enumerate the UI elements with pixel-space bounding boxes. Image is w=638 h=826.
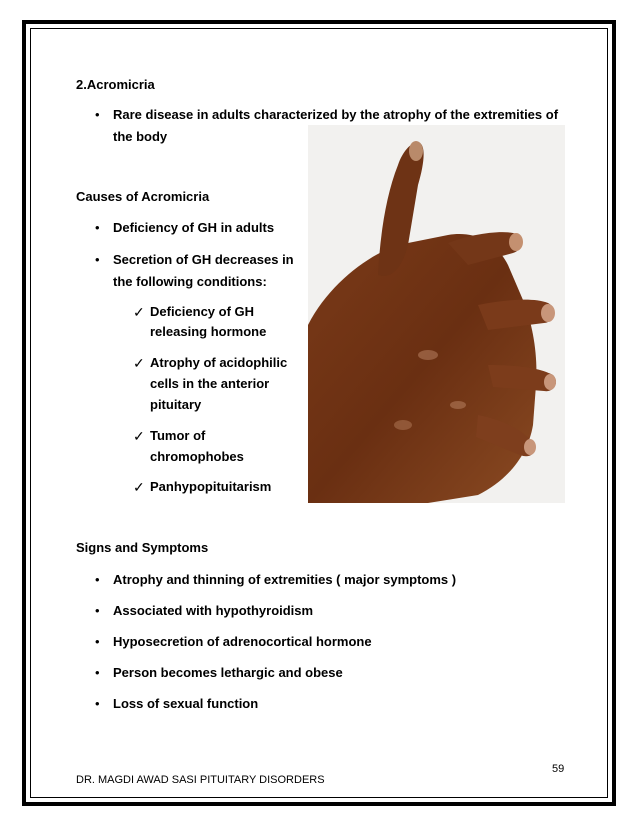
sub-item-3-line-2: chromophobes (150, 449, 244, 464)
bullet-glyph: • (95, 634, 100, 649)
bullet-glyph: • (95, 252, 100, 267)
bullet-glyph: • (95, 603, 100, 618)
sub-item-4-line-1: Panhypopituitarism (150, 479, 272, 494)
cause-item-2-line-2: the following conditions: (113, 274, 267, 289)
page-number: 59 (552, 763, 565, 775)
checkmark-icon: ✓ (133, 355, 145, 371)
footer-text: DR. MAGDI AWAD SASI PITUITARY DISORDERS (76, 774, 325, 786)
checkmark-icon: ✓ (133, 304, 145, 320)
sign-item: Atrophy and thinning of extremities ( major symptoms ) (113, 572, 457, 587)
sign-item: Person becomes lethargic and obese (113, 665, 343, 680)
sign-item: Loss of sexual function (113, 696, 259, 711)
bullet-glyph: • (95, 220, 100, 235)
sub-item-2-line-3: pituitary (150, 397, 202, 412)
section-heading: 2.Acromicria (76, 77, 155, 92)
bullet-glyph: • (95, 696, 100, 711)
sub-item-1-line-2: releasing hormone (150, 324, 267, 339)
cause-item-1: Deficiency of GH in adults (113, 220, 275, 235)
bullet-glyph: • (95, 107, 100, 122)
signs-heading: Signs and Symptoms (76, 540, 209, 555)
bullet-glyph: • (95, 665, 100, 680)
intro-line-2: the body (113, 129, 168, 144)
sub-item-1-line-1: Deficiency of GH (150, 304, 255, 319)
sub-item-2-line-1: Atrophy of acidophilic (150, 355, 288, 370)
checkmark-icon: ✓ (133, 428, 145, 444)
bullet-glyph: • (95, 572, 100, 587)
cause-item-2-line-1: Secretion of GH decreases in (113, 252, 294, 267)
sign-item: Hyposecretion of adrenocortical hormone (113, 634, 372, 649)
sub-item-2-line-2: cells in the anterior (150, 376, 270, 391)
hand-illustration (308, 125, 565, 503)
checkmark-icon: ✓ (133, 479, 145, 495)
sub-item-3-line-1: Tumor of (150, 428, 206, 443)
sign-item: Associated with hypothyroidism (113, 603, 314, 618)
intro-line-1: Rare disease in adults characterized by the atrophy of the extremities of (113, 107, 559, 122)
causes-heading: Causes of Acromicria (76, 189, 210, 204)
hand-photo (308, 125, 565, 503)
